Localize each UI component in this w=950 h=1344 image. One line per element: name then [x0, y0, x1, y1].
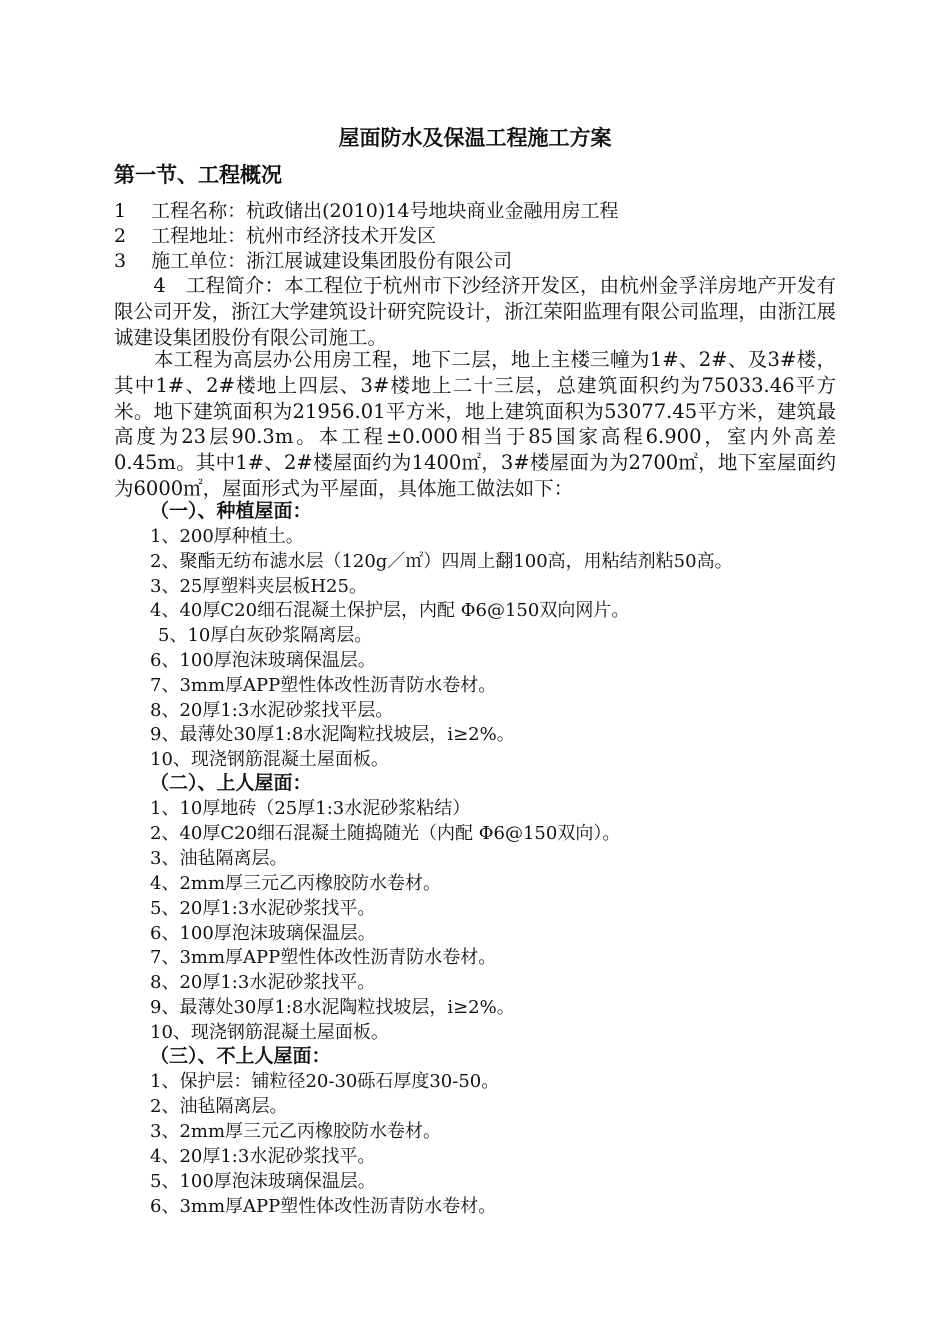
list-item: 4、2mm厚三元乙丙橡胶防水卷材。: [150, 873, 442, 894]
list-item: 5、10厚白灰砂浆隔离层。: [158, 625, 373, 646]
list-item: 3、25厚塑料夹层板H25。: [150, 576, 367, 597]
list-item: 1、保护层：铺粒径20-30砾石厚度30-50。: [150, 1071, 500, 1092]
contractor-line: 3 施工单位：浙江展诚建设集团股份有限公司: [114, 250, 513, 272]
list-item: 1、200厚种植土。: [150, 526, 304, 547]
project-description-paragraph: 本工程为高层办公用房工程，地下二层，地上主楼三幢为1#、2#、及3#楼，其中1#、2#楼地上四层、3#楼地上二十三层，总建筑面积约为75033.46平方米。地下建筑面积为21956.01平方米，地上建筑面积为53077.45平方米，建筑最高度为23层90.3m。本工程±0.000相当于85国家高程6.900，室内外高差0.45m。其中1#、2#楼屋面约为1400㎡，3#楼屋面为为2700㎡，地下室屋面约为6000㎡，屋面形式为平屋面，具体施工做法如下：: [114, 348, 836, 500]
list-item: 2、40厚C20细石混凝土随捣随光（内配 Φ6@150双向）。: [150, 823, 621, 844]
section-heading: 第一节、工程概况: [114, 162, 282, 187]
subsection-heading-accessible-roof: （二）、上人屋面：: [150, 772, 312, 794]
subsection-heading-planted-roof: （一）、种植屋面：: [150, 500, 312, 522]
list-item: 6、100厚泡沫玻璃保温层。: [150, 923, 376, 944]
project-address-line: 2 工程地址：杭州市经济技术开发区: [114, 225, 437, 247]
list-item: 6、3mm厚APP塑性体改性沥青防水卷材。: [150, 1196, 497, 1217]
list-item: 8、20厚1:3水泥砂浆找平层。: [150, 700, 394, 721]
list-item: 5、20厚1:3水泥砂浆找平。: [150, 898, 376, 919]
list-item: 3、油毡隔离层。: [150, 848, 288, 869]
project-intro-paragraph: 4 工程简介：本工程位于杭州市下沙经济开发区，由杭州金孚洋房地产开发有限公司开发，浙江大学建筑设计研究院设计，浙江荣阳监理有限公司监理，由浙江展诚建设集团股份有限公司施工。: [114, 274, 836, 349]
list-item: 5、100厚泡沫玻璃保温层。: [150, 1171, 376, 1192]
list-item: 4、20厚1:3水泥砂浆找平。: [150, 1146, 376, 1167]
document-title: 屋面防水及保温工程施工方案: [338, 125, 612, 150]
list-item: 7、3mm厚APP塑性体改性沥青防水卷材。: [150, 675, 497, 696]
list-item: 3、2mm厚三元乙丙橡胶防水卷材。: [150, 1121, 442, 1142]
list-item: 8、20厚1:3水泥砂浆找平。: [150, 972, 376, 993]
list-item: 2、聚酯无纺布滤水层（120g／㎡）四周上翻100高，用粘结剂粘50高。: [150, 551, 733, 572]
list-item: 10、现浇钢筋混凝土屋面板。: [150, 749, 389, 770]
list-item: 6、100厚泡沫玻璃保温层。: [150, 650, 376, 671]
list-item: 7、3mm厚APP塑性体改性沥青防水卷材。: [150, 947, 497, 968]
list-item: 2、油毡隔离层。: [150, 1096, 288, 1117]
list-item: 1、10厚地砖（25厚1:3水泥砂浆粘结）: [150, 798, 471, 819]
subsection-heading-non-accessible-roof: （三）、不上人屋面：: [150, 1045, 331, 1067]
list-item: 4、40厚C20细石混凝土保护层，内配 Φ6@150双向网片。: [150, 600, 630, 621]
project-name-line: 1 工程名称：杭政储出(2010)14号地块商业金融用房工程: [114, 200, 619, 222]
list-item: 10、现浇钢筋混凝土屋面板。: [150, 1022, 389, 1043]
list-item: 9、最薄处30厚1:8水泥陶粒找坡层，i≥2%。: [150, 997, 515, 1018]
list-item: 9、最薄处30厚1:8水泥陶粒找坡层，i≥2%。: [150, 724, 515, 745]
